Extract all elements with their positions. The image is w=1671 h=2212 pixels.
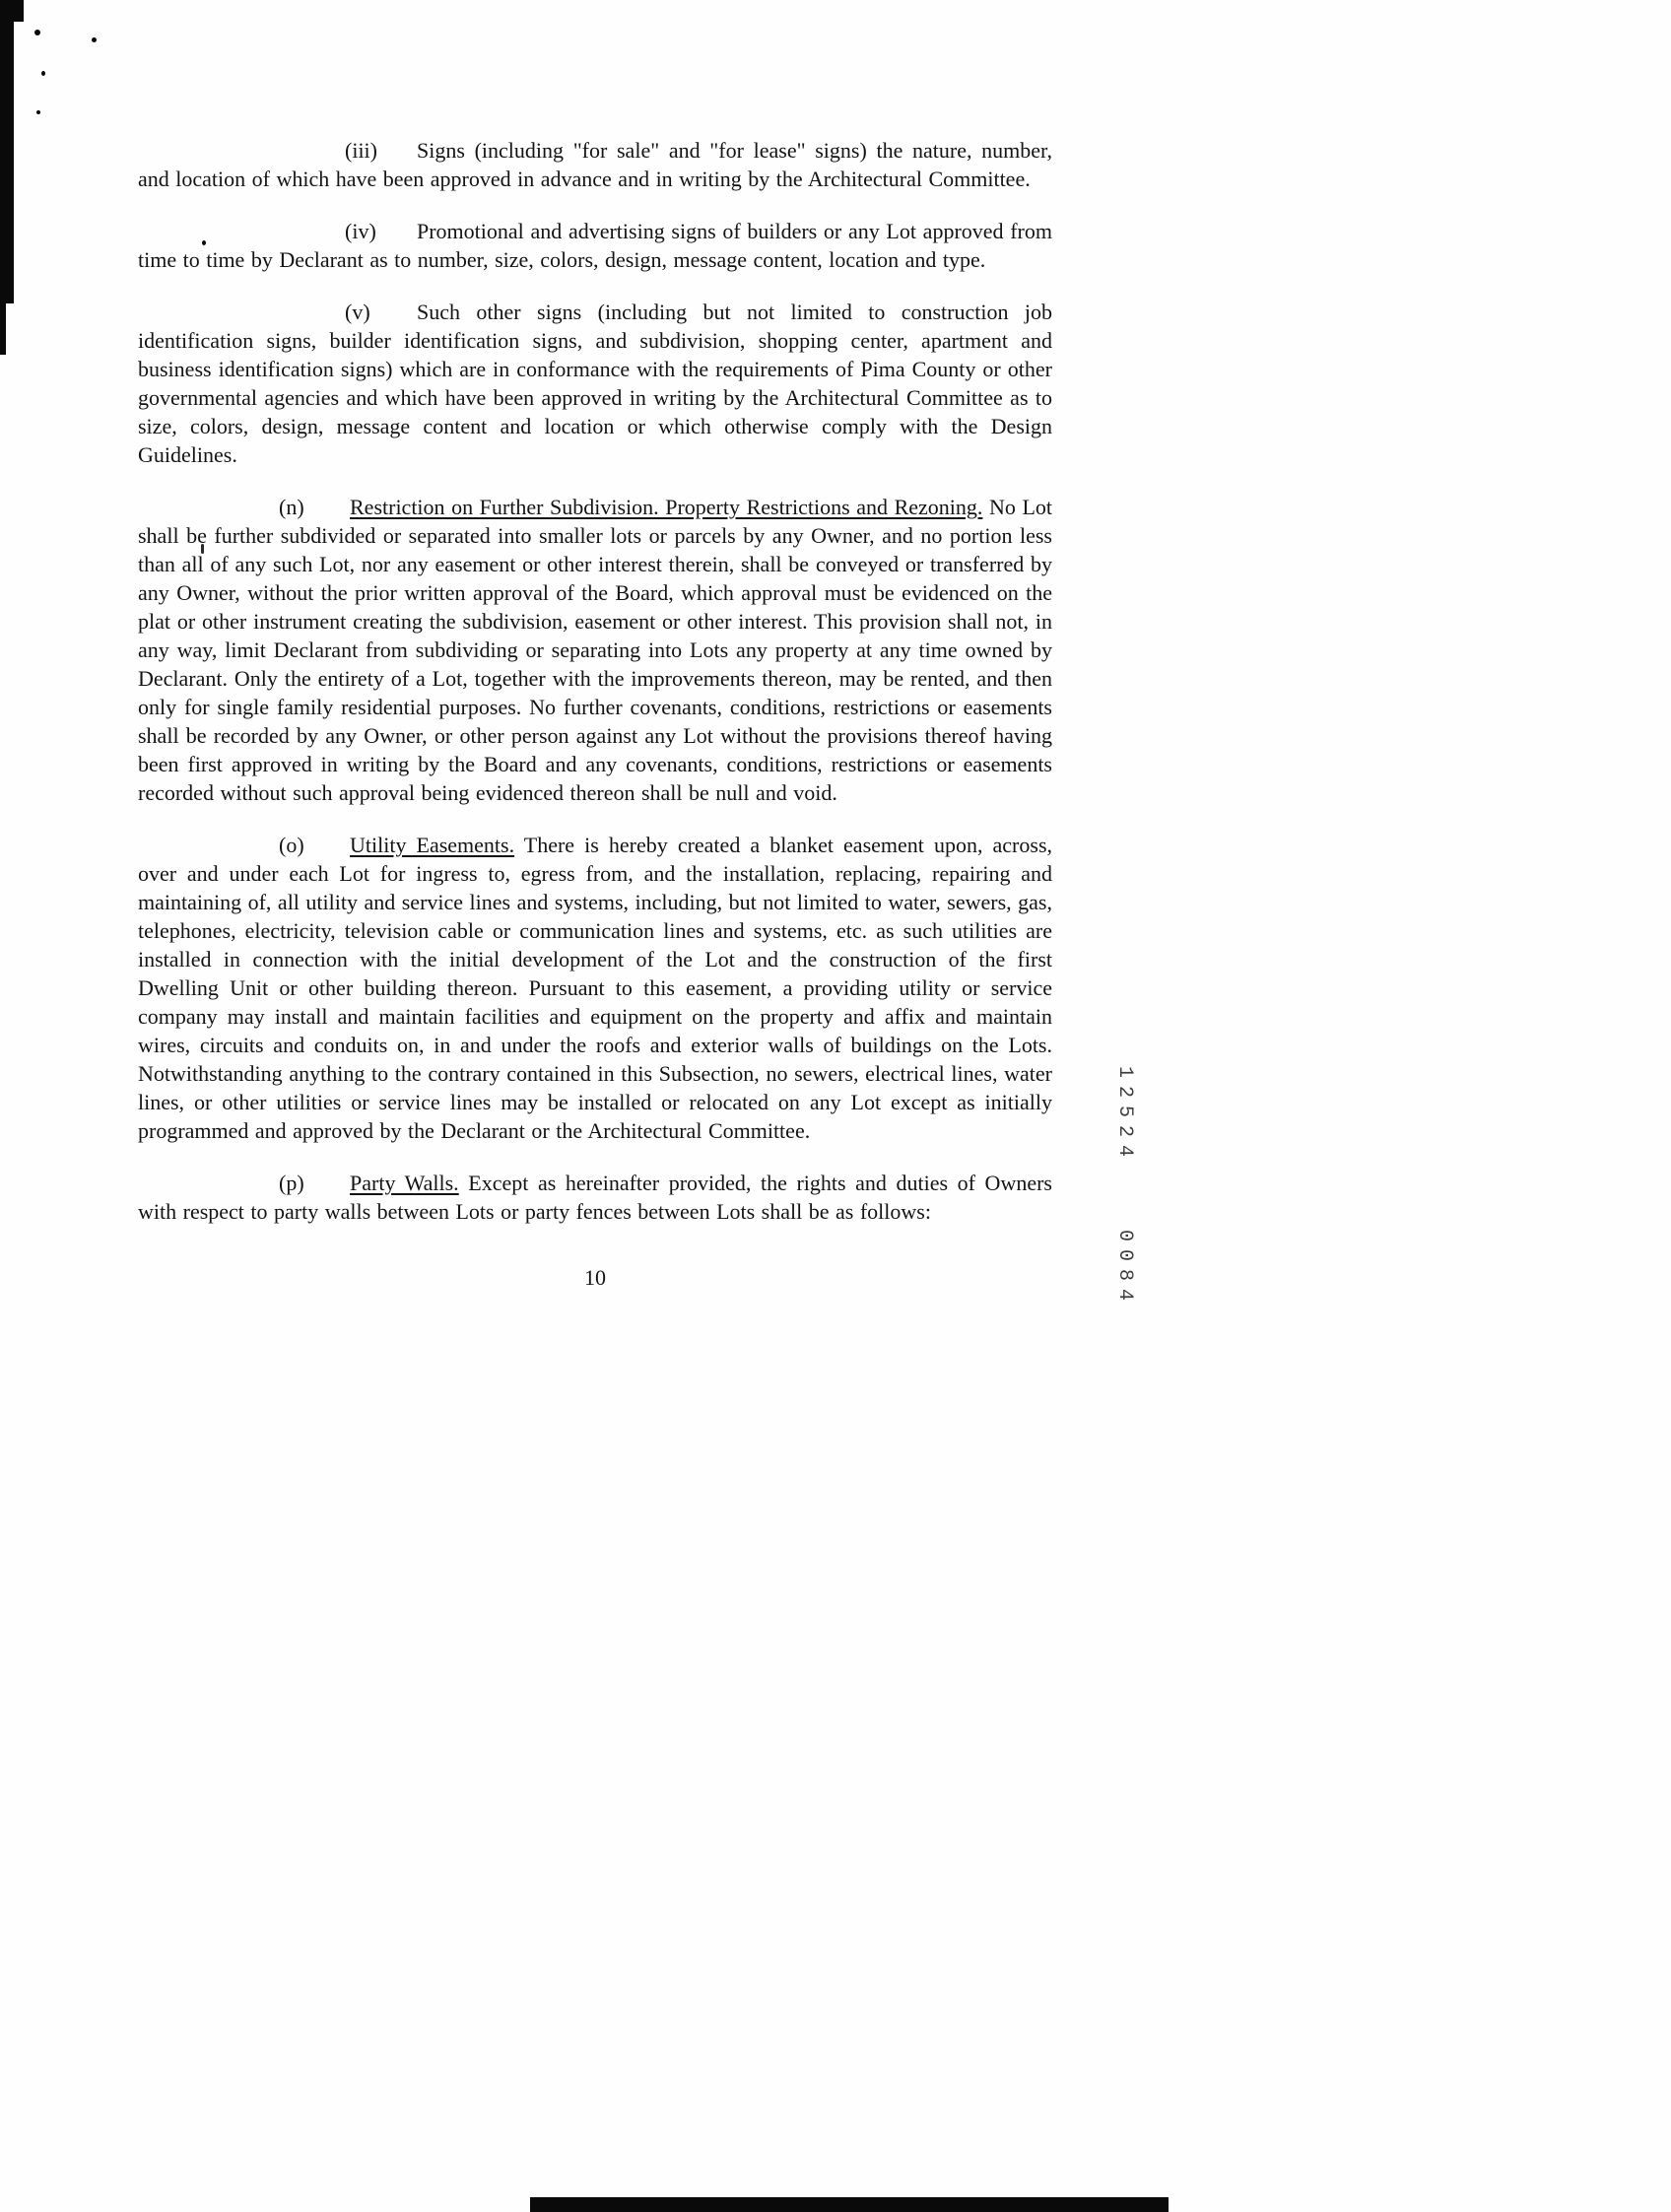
scan-speck — [36, 110, 40, 114]
paragraph-label: (p) — [279, 1171, 304, 1195]
paragraph-text: Signs (including "for sale" and "for lease" signs) the nature, number, and location of which have been approved in advance and in writing by the Architectural Committee. — [138, 138, 1052, 191]
scan-speck — [41, 71, 45, 76]
section-heading: Utility Easements. — [350, 833, 515, 857]
paragraph-label: (v) — [345, 300, 370, 324]
recording-stamp-number-top: 12524 — [1113, 1066, 1136, 1166]
page-number: 10 — [584, 1265, 606, 1290]
scan-artifact-left-bar — [0, 0, 14, 303]
scan-speck — [34, 30, 40, 35]
section-heading: Restriction on Further Subdivision. Property Restrictions and Rezoning. — [350, 495, 983, 519]
paragraph-text: There is hereby created a blanket easement upon, across, over and under each Lot for ingress to, egress from, and the installation, replacing, repairing and maintaining of, all utility and service lines and systems, including, but not limited to water, sewers, gas, telephones, electricity, television cable or communication lines and systems, etc. as such utilities are installed in connection with the initial development of the Lot and the construction of the first Dwelling Unit or other building thereon. Pursuant to this easement, a providing utility or service company may install and maintain facilities and equipment on the property and affix and maintain wires, circuits and conduits on, in and under the roofs and exterior walls of buildings on the Lots. Notwithstanding anything to the contrary contained in this Subsection, no sewers, electrical lines, water lines, or other utilities or service lines may be installed or relocated on any Lot except as initially programmed and approved by the Declarant or the Architectural Committee. — [138, 833, 1053, 1143]
scan-artifact-bottom-bar — [530, 2197, 1169, 2212]
paragraph-label: (iii) — [345, 138, 377, 163]
paragraph-text: Such other signs (including but not limited to construction job identification signs, builder identification signs, and subdivision, shopping center, apartment and business identification signs) which are in conformance with the requirements of Pima County or other governmental agencies and which have been approved in writing by the Architectural Committee as to size, colors, design, message content and location or which otherwise comply with the Design Guidelines. — [138, 300, 1052, 467]
paragraph-text: No Lot shall be further subdivided or separated into smaller lots or parcels by any Owner, and no portion less than all of any such Lot, nor any easement or other interest therein, shall be conveyed or transferred by any Owner, without the prior written approval of the Board, which approval must be evidenced on the plat or other instrument creating the subdivision, easement or other interest. This provision shall not, in any way, limit Declarant from subdividing or separating into Lots any property at any time owned by Declarant. Only the entirety of a Lot, together with the improvements thereon, may be rented, and then only for single family residential purposes. No further covenants, conditions, restrictions or easements shall be recorded by any Owner, or other person against any Lot without the provisions thereof having been first approved in writing by the Board and any covenants, conditions, restrictions or easements recorded without such approval being evidenced thereon shall be null and void. — [138, 495, 1052, 805]
paragraph-iv — [138, 217, 1052, 274]
paragraph-iii — [138, 136, 1052, 193]
scan-speck — [92, 37, 97, 42]
paragraph-o-utility-easements — [138, 831, 1052, 1145]
paragraph-p-party-walls — [138, 1169, 1052, 1226]
paragraph-text: Promotional and advertising signs of builders or any Lot approved from time to time by Declarant as to number, size, colors, design, message content, location and type. — [138, 219, 1052, 272]
recording-stamp-number-bottom: 0084 — [1113, 1230, 1136, 1309]
paragraph-n-restriction-on-further-subdivision — [138, 493, 1052, 807]
scan-artifact-left-bar-2 — [0, 296, 6, 355]
paragraph-label: (n) — [279, 495, 304, 519]
section-heading: Party Walls. — [350, 1171, 459, 1195]
paragraph-label: (iv) — [345, 219, 376, 243]
paragraph-text: Except as hereinafter provided, the rights and duties of Owners with respect to party walls between Lots or party fences between Lots shall be as follows: — [138, 1171, 1052, 1224]
paragraph-v — [138, 298, 1052, 469]
document-body — [138, 136, 1052, 1291]
scan-artifact-corner-blob — [0, 0, 24, 22]
paragraph-label: (o) — [279, 833, 304, 857]
